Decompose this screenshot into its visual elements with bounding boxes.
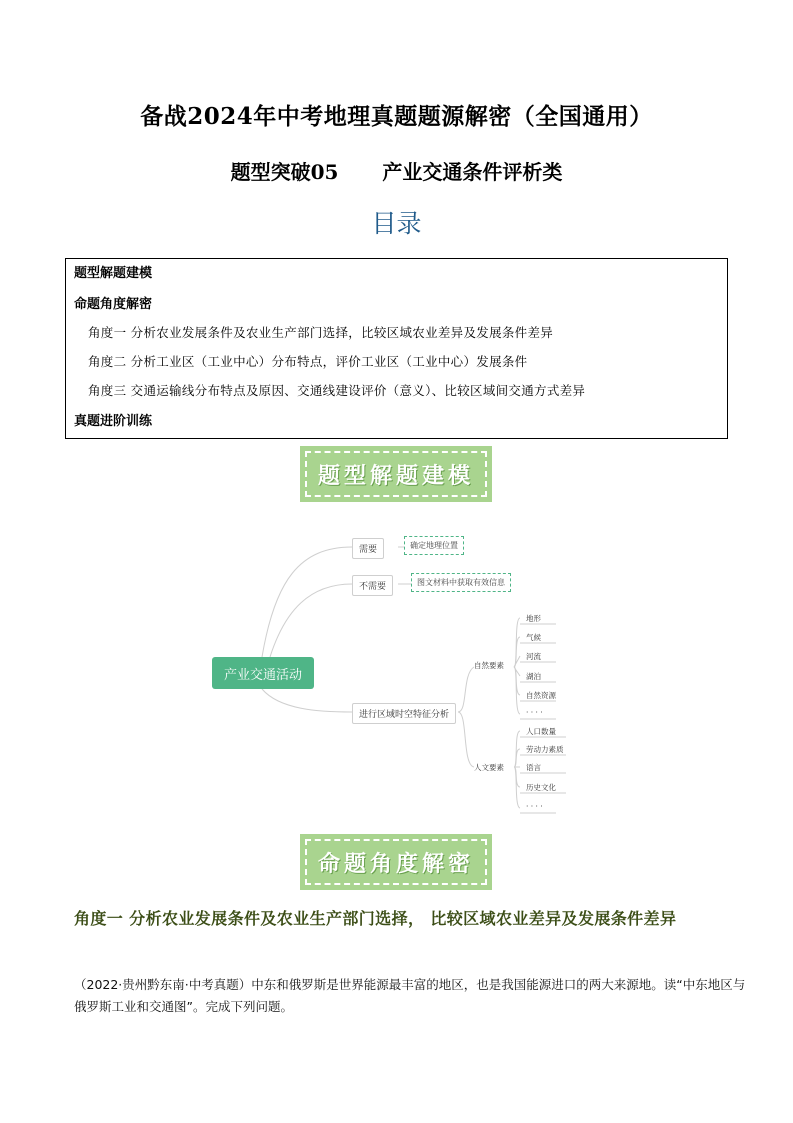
toc-item-angle-2[interactable]: 角度二 分析工业区（工业中心）分布特点，评价工业区（工业中心）发展条件	[88, 354, 528, 369]
branch-noneed: 不需要	[352, 575, 393, 596]
human-factors: 人文要素	[474, 763, 504, 772]
connector-analysis	[262, 689, 352, 712]
connector-natural	[458, 667, 474, 712]
mind-map-connectors	[0, 520, 793, 820]
document-subtitle	[0, 156, 793, 185]
banner-angles-label: 命题角度解密	[305, 839, 487, 885]
document-title: 备战2024年中考地理真题题源解密（全国通用）	[140, 103, 653, 130]
mind-map	[0, 520, 793, 820]
natural-item: 湖泊	[526, 672, 541, 681]
human-item: 劳动力素质	[526, 745, 564, 754]
mind-map-root: 产业交通活动	[212, 657, 314, 689]
subtitle-topic: 产业交通条件评析类	[382, 160, 563, 184]
branch-need: 需要	[352, 538, 384, 559]
human-item: 人口数量	[526, 727, 556, 736]
connector-human-items	[514, 731, 520, 808]
natural-item: 河流	[526, 652, 541, 661]
branch-analysis: 进行区域时空特征分析	[352, 703, 456, 724]
subtitle-number: 题型突破05	[230, 160, 339, 184]
natural-item: · · · ·	[526, 708, 543, 717]
connector-natural-items	[514, 618, 520, 714]
table-of-contents	[65, 258, 728, 439]
connector-need	[262, 547, 352, 657]
human-item: 历史文化	[526, 783, 556, 792]
connector-human	[458, 712, 474, 767]
toc-item-modeling[interactable]: 题型解题建模	[74, 266, 153, 281]
banner-modeling	[300, 446, 492, 502]
natural-item: 地形	[526, 614, 541, 623]
natural-item: 自然资源	[526, 691, 556, 700]
need-detail: 确定地理位置	[404, 536, 464, 555]
natural-factors: 自然要素	[474, 661, 504, 670]
human-item: 语言	[526, 763, 541, 772]
banner-angles	[300, 834, 492, 890]
toc-item-angle-1[interactable]: 角度一 分析农业发展条件及农业生产部门选择，比较区域农业差异及发展条件差异	[88, 325, 554, 340]
human-item: · · · ·	[526, 802, 543, 811]
section-heading: 角度一 分析农业发展条件及农业生产部门选择， 比较区域农业差异及发展条件差异	[74, 909, 677, 928]
toc-item-angles[interactable]: 命题角度解密	[74, 297, 153, 312]
question-paragraph: （2022·贵州黔东南·中考真题）中东和俄罗斯是世界能源最丰富的地区，也是我国能源进口的两大来源地。读“中东地区与俄罗斯工业和交通图”。完成下列问题。	[74, 977, 746, 1014]
toc-item-practice[interactable]: 真题进阶训练	[74, 414, 153, 429]
toc-heading: 目录	[371, 209, 422, 238]
banner-modeling-label: 题型解题建模	[305, 451, 487, 497]
toc-item-angle-3[interactable]: 角度三 交通运输线分布特点及原因、交通线建设评价（意义）、比较区域间交通方式差异	[88, 383, 586, 398]
connector-noneed	[270, 584, 352, 657]
noneed-detail: 图文材料中获取有效信息	[411, 573, 511, 592]
natural-item: 气候	[526, 633, 541, 642]
